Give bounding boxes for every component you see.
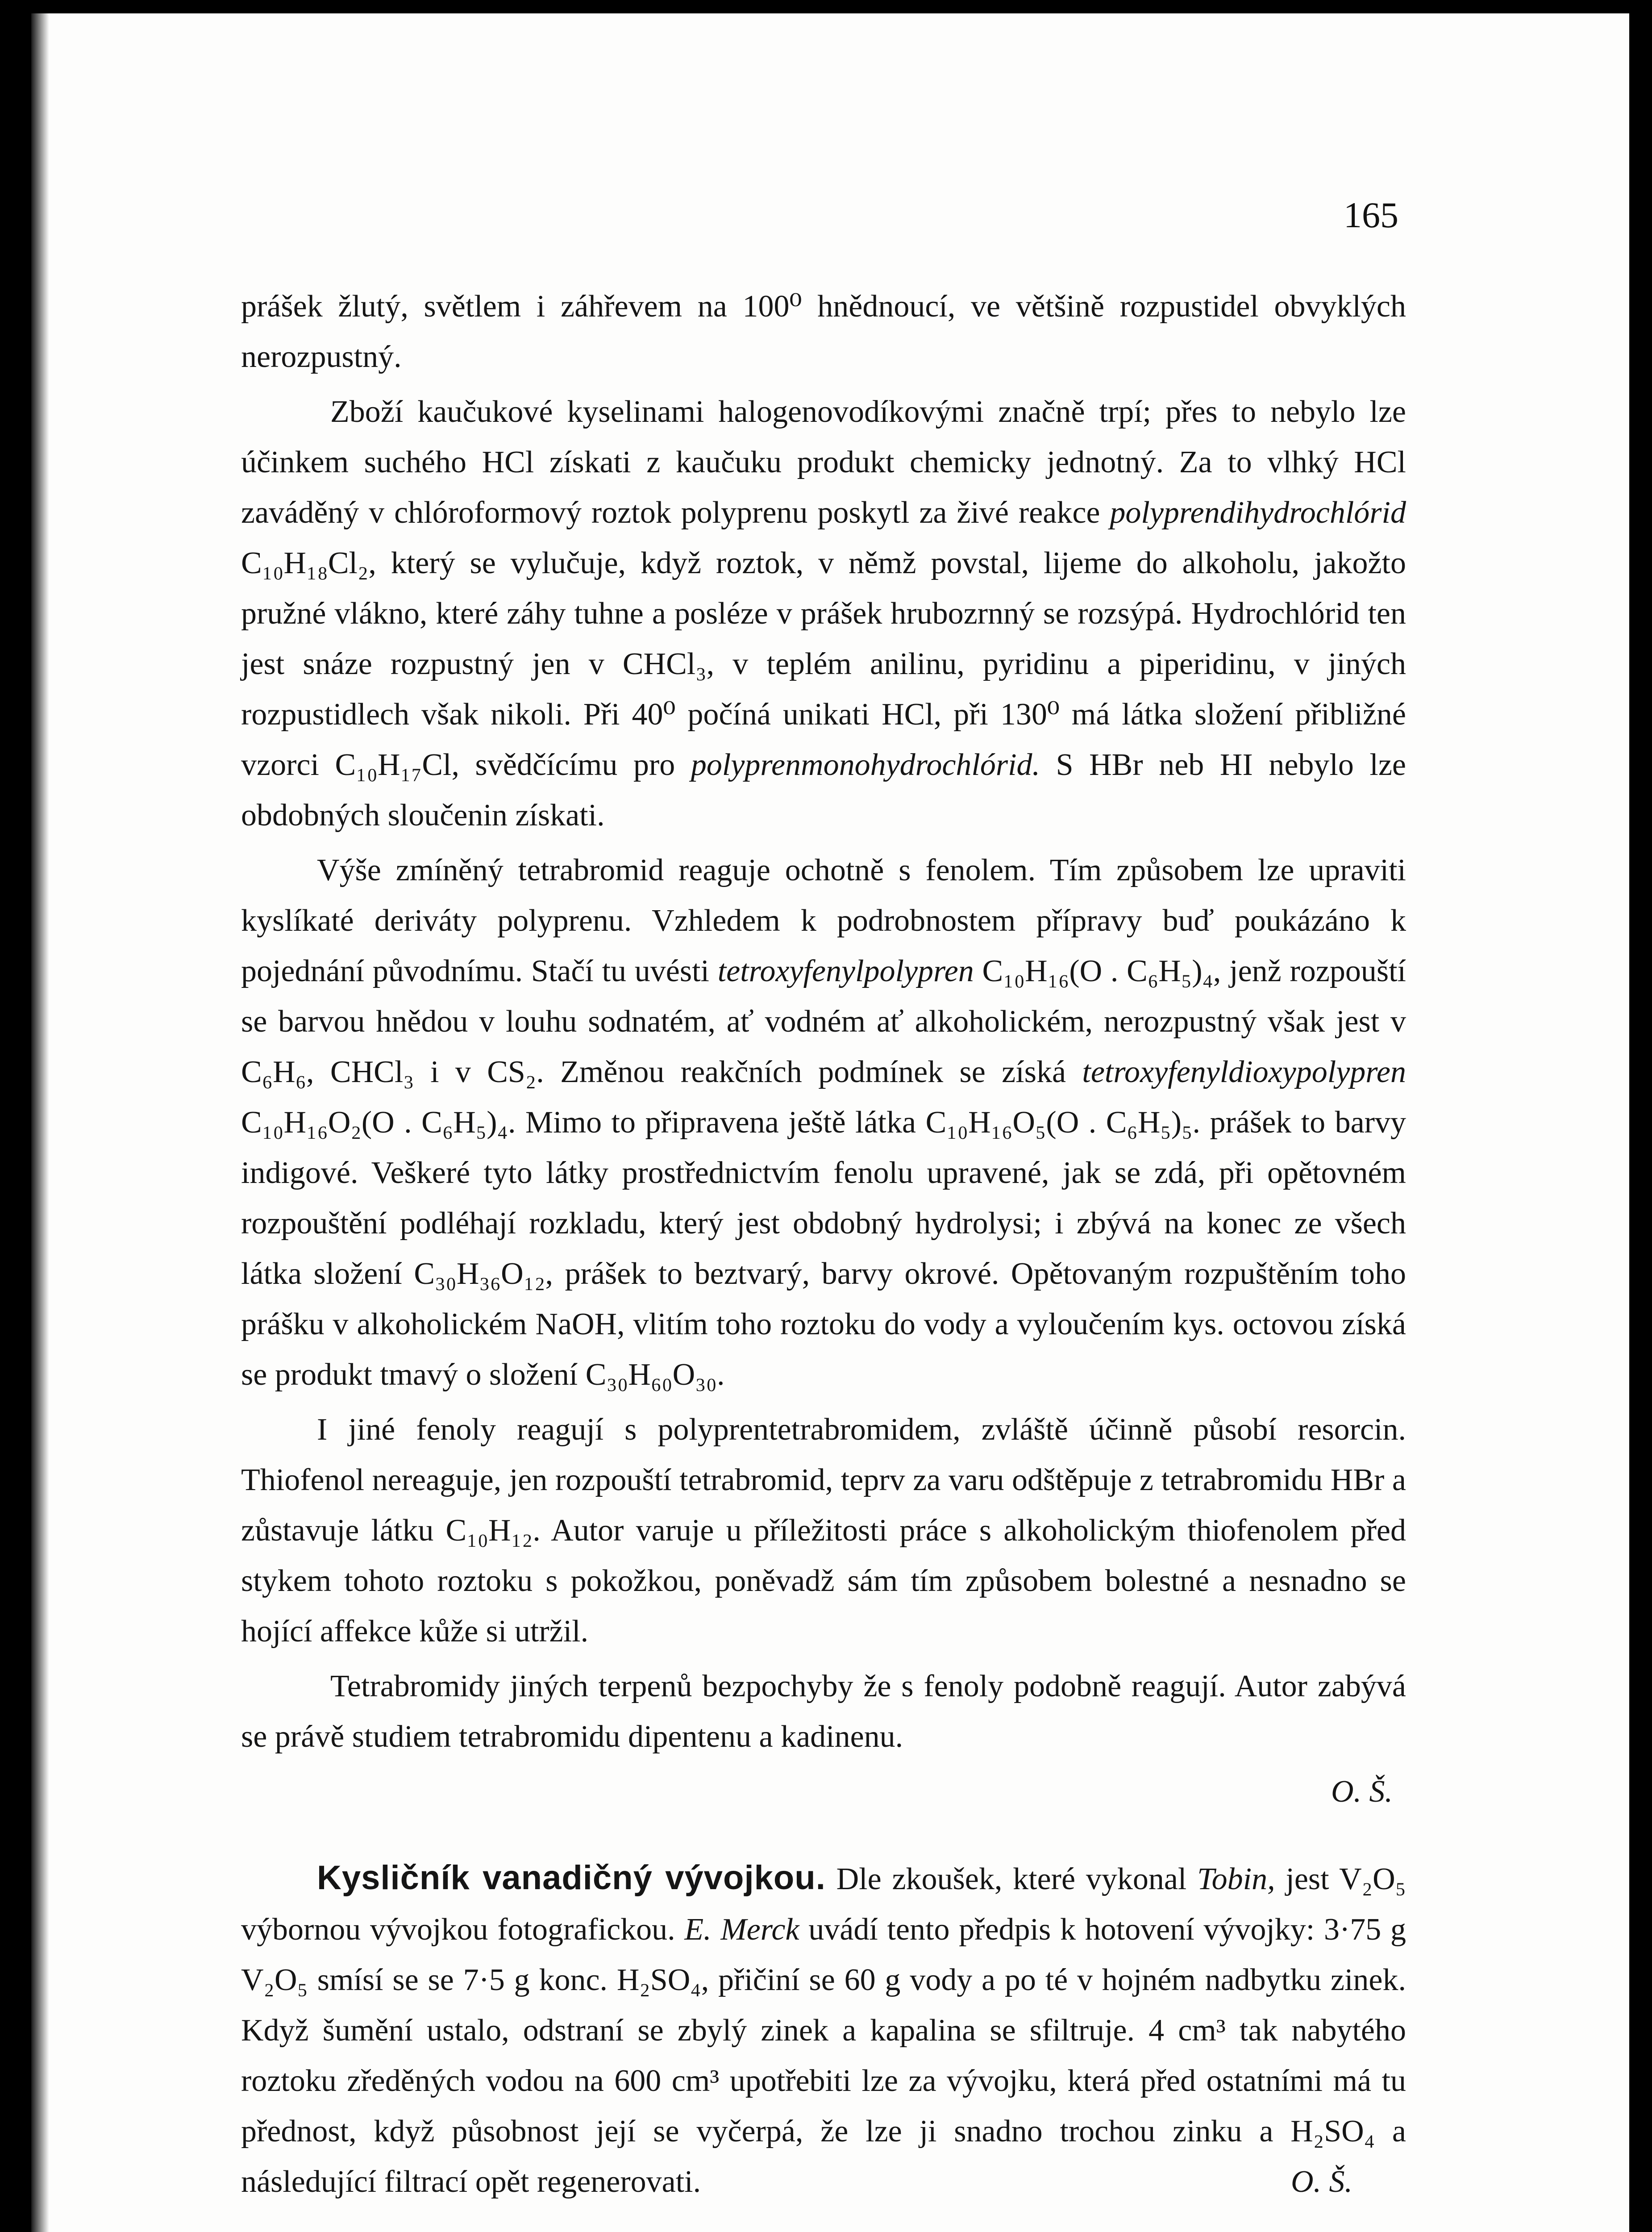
paragraph-3-text-b: , jenž rozpouští se barvou hnědou v louhu sodnatém, ať vodném ať alkoholickém, nerozpustný však jest v C₆H₆, CHCl₃ i v CS₂. Změnou reakčních podmínek se získá xyxy=(241,954,1406,1089)
signature-2: O. Š. xyxy=(1290,2165,1352,2199)
article-text-2: jest V₂O₅ výbornou vývojkou fotografickou. xyxy=(241,1862,1406,1947)
term-polyprenmonohydrochlorid: polyprenmonohydrochlórid. xyxy=(691,748,1040,782)
paragraph-2-text-b: , který se vylučuje, když roztok, v němž povstal, lijeme do alkoholu, jakožto pružné vlákno, které záhy tuhne a posléze v prášek hrubozrnný se rozsýpá. Hydrochlórid ten jest snáze rozpustný jen v CHCl₃, v teplém anilinu, pyridinu a piperidinu, v jiných rozpustidlech však nikoli. Při 40⁰ počíná unikati HCl, při 130⁰ má látka složení přibližné vzorci xyxy=(241,546,1406,782)
article-heading: Kysličník vanadičný vývojkou. xyxy=(317,1859,826,1897)
paragraph-3 xyxy=(241,845,1406,1400)
formula-c10h17cl: C₁₀H₁₇Cl xyxy=(335,748,452,782)
paragraph-2 xyxy=(241,387,1406,841)
paragraph-2-text-d: S HBr neb HI nebylo lze obdobných sloučenin získati. xyxy=(241,748,1406,833)
paragraph-4-text: I jiné fenoly reagují s polyprentetrabromidem, zvláště účinně působí resorcin. Thiofenol nereaguje, jen rozpouští tetrabromid, teprv za varu odštěpuje z tetrabromidu HBr a zůstavuje látku C₁₀H₁₂. Autor varuje u příležitosti práce s alkoholickým thiofenolem před stykem tohoto roztoku s pokožkou, poněvadž sám tím způsobem bolestné a nesnadno se hojící affekce kůže si utržil. xyxy=(241,1412,1406,1649)
paragraph-3-text-a: Výše zmíněný tetrabromid reaguje ochotně s fenolem. Tím způsobem lze upraviti kyslíkaté deriváty polyprenu. Vzhledem k podrobnostem přípravy buď poukázáno k pojednání původnímu. Stačí tu uvésti xyxy=(241,853,1406,988)
author-tobin: Tobin, xyxy=(1197,1862,1275,1896)
book-page xyxy=(31,13,1629,2232)
article-text-1: Dle zkoušek, které vykonal xyxy=(836,1862,1187,1896)
term-tetroxyfenyldioxypolypren: tetroxyfenyldioxypolypren xyxy=(1082,1055,1406,1089)
formula-tetroxyfenylpolypren: C₁₀H₁₆(O . C₆H₅)₄ xyxy=(982,954,1213,988)
signature-1: O. Š. xyxy=(1331,1774,1393,1809)
page-number: 165 xyxy=(1344,195,1398,235)
paragraph-2-text-c: , svědčícímu pro xyxy=(451,748,675,782)
term-polyprendihydrochlorid: polyprendihydrochlórid xyxy=(1110,496,1406,530)
section-gap xyxy=(241,1821,1406,1853)
paragraph-1-text: prášek žlutý, světlem i záhřevem na 100⁰ hnědnoucí, ve většině rozpustidel obvyklých nerozpustný. xyxy=(241,289,1406,374)
article-text-3: uvádí tento předpis k hotovení vývojky: 3·75 g V₂O₅ smísí se se 7·5 g konc. H₂SO₄, přičiní se 60 g vody a po té v hojném nadbytku zinek. Když šumění ustalo, odstraní se zbylý zinek a kapalina se sfiltruje. 4 cm³ tak nabytého roztoku zředěných vodou na 600 cm³ upotřebiti lze za vývojku, která před ostatními má tu přednost, když působnost její se vyčerpá, že lze ji snadno trochou zinku a H₂SO₄ a následující filtrací opět regenerovati. xyxy=(241,1912,1406,2199)
formula-tetroxyfenyldioxypolypren: C₁₀H₁₆O₂(O . C₆H₅)₄ xyxy=(241,1105,508,1140)
term-tetroxyfenylpolypren: tetroxyfenylpolypren xyxy=(717,954,974,988)
article-vanadium xyxy=(241,1853,1406,2207)
paragraph-5-text: Tetrabromidy jiných terpenů bezpochyby že s fenoly podobně reagují. Autor zabývá se právě studiem tetrabromidu dipentenu a kadinenu. xyxy=(241,1669,1406,1754)
text-column xyxy=(241,281,1406,2211)
paragraph-1 xyxy=(241,281,1406,382)
paragraph-5 xyxy=(241,1661,1406,1762)
author-merck: E. Merck xyxy=(684,1912,799,1947)
page-edge-shadow xyxy=(31,13,49,2232)
paragraph-4 xyxy=(241,1404,1406,1657)
paragraph-2-text-a: Zboží kaučukové kyselinami halogenovodíkovými značně trpí; přes to nebylo lze účinkem suchého HCl získati z kaučuku produkt chemicky jednotný. Za to vlhký HCl zaváděný v chlóroformový roztok polyprenu poskytl za živé reakce xyxy=(241,395,1406,530)
formula-c10h18cl2: C₁₀H₁₈Cl₂ xyxy=(241,546,369,580)
paragraph-3-text-c: . Mimo to připravena ještě látka C₁₀H₁₆O₅(O . C₆H₅)₅. prášek to barvy indigové. Veškeré tyto látky prostřednictvím fenolu upravené, jak se zdá, při opětovném rozpouštění podléhají rozkladu, který jest obdobný hydrolysi; i zbývá na konec ze všech látka složení C₃₀H₃₆O₁₂, prášek to beztvarý, barvy okrové. Opětovaným rozpuštěním toho prášku v alkoholickém NaOH, vlitím toho roztoku do vody a vyloučením kys. octovou získá se produkt tmavý o složení C₃₀H₆₀O₃₀. xyxy=(241,1105,1406,1392)
